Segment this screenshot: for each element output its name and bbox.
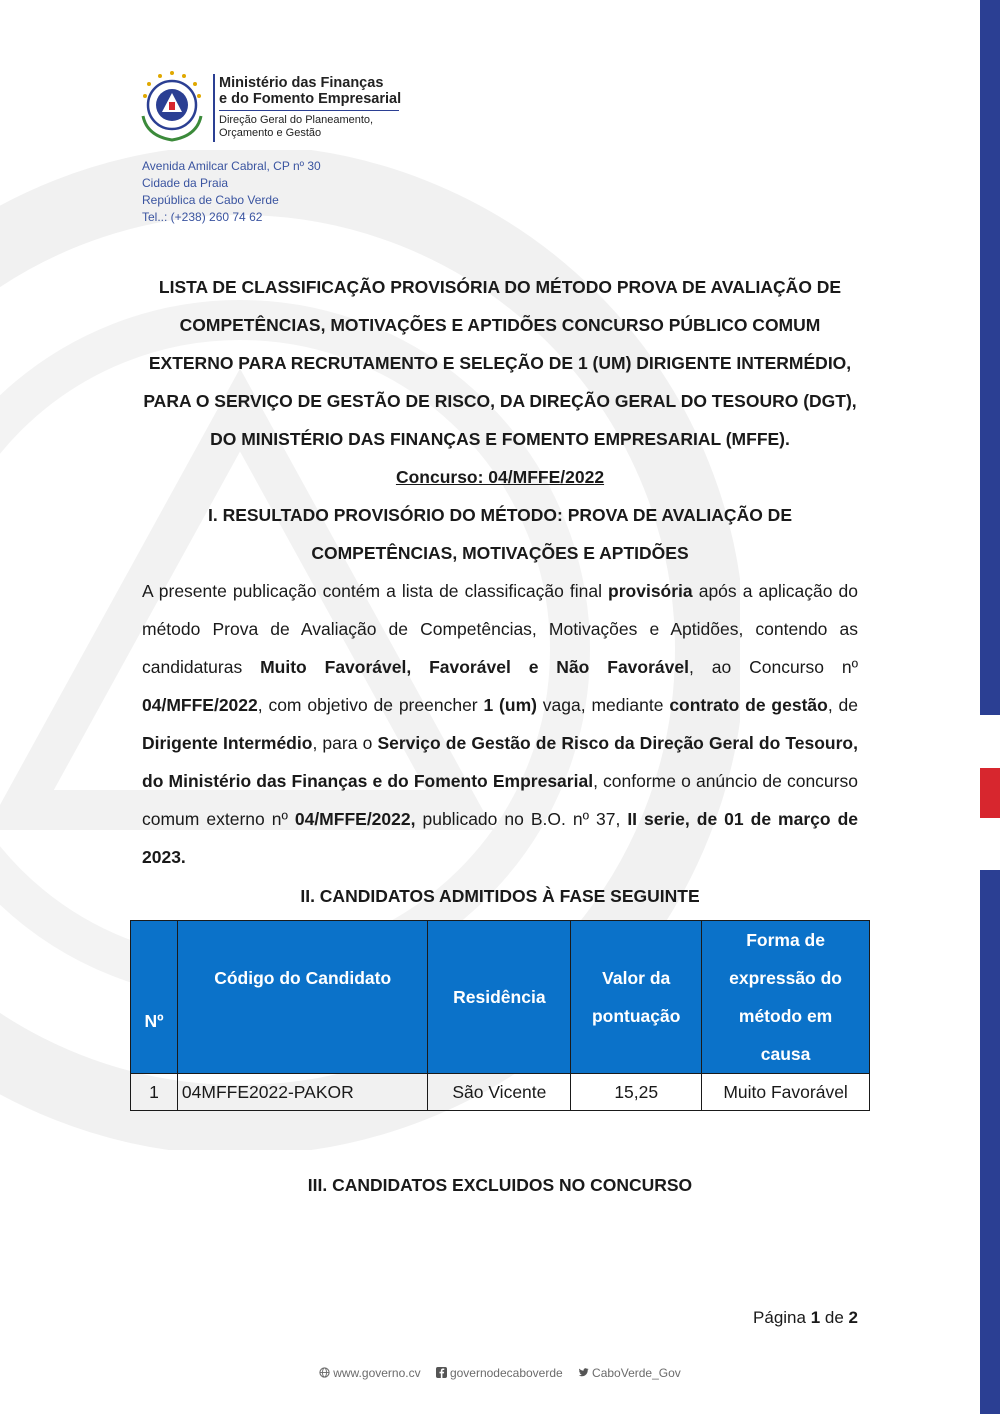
twitter-icon <box>578 1367 589 1378</box>
table-row <box>131 1074 870 1111</box>
page-number: Página 1 de 2 <box>753 1308 858 1327</box>
footer <box>0 1366 1000 1380</box>
header-num: Nº <box>131 921 178 1074</box>
ministry-name <box>219 75 401 107</box>
directorate-line1: Direção Geral do Planeamento, <box>219 114 374 126</box>
side-accent-bar-bottom <box>980 870 1000 1414</box>
directorate-line2: Orçamento e Gestão <box>219 127 322 139</box>
address-line1: Avenida Amilcar Cabral, CP nº 30 <box>142 159 321 173</box>
national-emblem <box>133 70 211 144</box>
header-residence: Residência <box>428 921 571 1074</box>
address-block <box>142 158 321 226</box>
address-phone: Tel..: (+238) 260 74 62 <box>142 210 263 224</box>
contest-number: Concurso: 04/MFFE/2022 <box>395 467 605 487</box>
admitted-candidates-table <box>130 920 870 1111</box>
header-score: Valor da pontuação <box>571 921 702 1074</box>
directorate-name <box>219 114 373 140</box>
footer-twitter[interactable]: CaboVerde_Gov <box>578 1366 681 1380</box>
globe-icon <box>319 1367 330 1378</box>
section-1-line1: I. RESULTADO PROVISÓRIO DO MÉTODO: PROVA DE AVALIAÇÃO DE <box>207 505 792 525</box>
address-line2: Cidade da Praia <box>142 176 229 190</box>
cell-form: Muito Favorável <box>702 1074 870 1111</box>
side-accent-bar-red <box>980 768 1000 818</box>
section-1-heading <box>142 496 858 572</box>
ministry-name-line1: Ministério das Finanças <box>219 75 384 91</box>
ministry-logo <box>133 70 433 150</box>
logo-divider <box>213 74 215 142</box>
table-header-row <box>131 921 870 1074</box>
side-accent-bar-top <box>980 0 1000 715</box>
title-line3: EXTERNO PARA RECRUTAMENTO E SELEÇÃO DE 1 (UM) DIRIGENTE INTERMÉDIO, <box>148 353 852 373</box>
facebook-icon <box>436 1367 447 1378</box>
cell-score: 15,25 <box>571 1074 702 1111</box>
cell-num: 1 <box>131 1074 178 1111</box>
cell-residence: São Vicente <box>428 1074 571 1111</box>
footer-website[interactable]: www.governo.cv <box>319 1366 424 1380</box>
cell-code: 04MFFE2022-PAKOR <box>177 1074 428 1111</box>
document-title <box>142 268 858 458</box>
section-2-heading: II. CANDIDATOS ADMITIDOS À FASE SEGUINTE <box>300 886 700 906</box>
title-line5: DO MINISTÉRIO DAS FINANÇAS E FOMENTO EMPRESARIAL (MFFE). <box>210 429 790 449</box>
ministry-name-line2: e do Fomento Empresarial <box>219 91 402 107</box>
header-form: Forma de expressão do método em causa <box>702 921 870 1074</box>
section-3-heading: III. CANDIDATOS EXCLUIDOS NO CONCURSO <box>307 1175 693 1195</box>
intro-paragraph: A presente publicação contém a lista de classificação final provisória após a aplicação do método Prova de Avaliação de Competências, Motivações e Aptidões, contendo as candidaturas Muito Favorável, Favorável e Não Favorável, ao Concurso nº 04/MFFE/2022, com objetivo de preencher 1 (um) vaga, mediante contrato de gestão, de Dirigente Intermédio, para o Serviço de Gestão de Risco da Direção Geral do Tesouro, do Ministério das Finanças e do Fomento Empresarial, conforme o anúncio de concurso comum externo nº 04/MFFE/2022, publicado no B.O. nº 37, II serie, de 01 de março de 2023. <box>142 581 858 867</box>
footer-facebook[interactable]: governodecaboverde <box>436 1366 566 1380</box>
directorate-rule <box>219 110 399 111</box>
section-1-line2: COMPETÊNCIAS, MOTIVAÇÕES E APTIDÕES <box>311 543 689 563</box>
title-line1: LISTA DE CLASSIFICAÇÃO PROVISÓRIA DO MÉTODO PROVA DE AVALIAÇÃO DE <box>158 277 842 297</box>
header-code: Código do Candidato <box>177 921 428 1074</box>
title-line2: COMPETÊNCIAS, MOTIVAÇÕES E APTIDÕES CONCURSO PÚBLICO COMUM <box>179 315 821 335</box>
title-line4: PARA O SERVIÇO DE GESTÃO DE RISCO, DA DIREÇÃO GERAL DO TESOURO (DGT), <box>143 391 857 411</box>
address-line3: República de Cabo Verde <box>142 193 279 207</box>
